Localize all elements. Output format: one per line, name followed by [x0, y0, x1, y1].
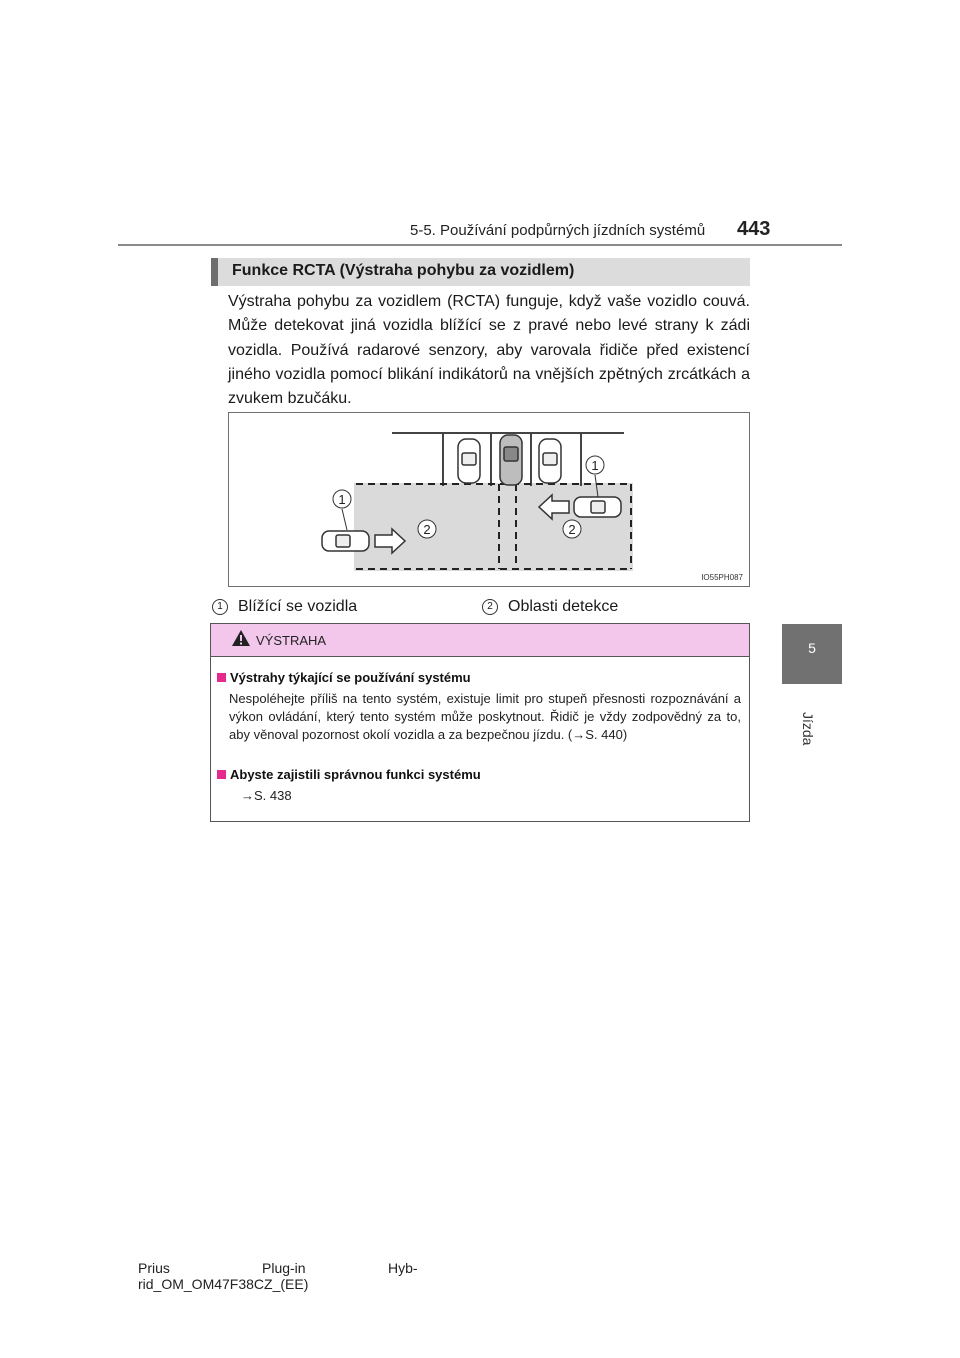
- rcta-figure: [228, 412, 750, 587]
- footer-word: Prius: [138, 1260, 170, 1276]
- legend-number: 2: [482, 599, 498, 615]
- legend-text: Oblasti detekce: [508, 598, 619, 615]
- intro-paragraph: Výstraha pohybu za vozidlem (RCTA) funguje, když vaše vozidlo couvá. Může detekovat jiná vozidla blížící se z pravé nebo levé strany k zádi vozidla. Používá radarové senzory, aby varovala řidiče před existencí jiného vozidla pomocí blikání indikátorů na vnějších zpětných zrcátkách a zvukem bzučáku.: [228, 293, 750, 408]
- chapter-tab-label: Jízda: [800, 712, 816, 746]
- warning-triangle-icon: [231, 629, 251, 647]
- warning-item-body: →S. 438: [241, 788, 292, 803]
- footer-line-2: rid_OM_OM47F38CZ_(EE): [138, 1276, 309, 1292]
- footer-word: Hyb-: [388, 1260, 418, 1276]
- running-header-section: 5-5. Používání podpůrných jízdních systémů: [410, 222, 706, 239]
- callout-label: 2: [423, 522, 431, 537]
- warning-box: [210, 623, 750, 822]
- document-footer: [138, 1260, 438, 1292]
- own-vehicle: [500, 435, 522, 485]
- approaching-car-right: [574, 497, 621, 517]
- legend-item: [482, 598, 618, 616]
- callout-label: 1: [338, 492, 346, 507]
- legend-text: Blížící se vozidla: [238, 598, 358, 615]
- legend-item: [212, 598, 357, 616]
- warning-header-text: VÝSTRAHA: [256, 633, 327, 648]
- warning-item-title: Abyste zajistili správnou funkci systému: [217, 767, 481, 782]
- page-number: 443: [737, 218, 771, 240]
- section-title: Funkce RCTA (Výstraha pohybu za vozidlem): [232, 262, 575, 279]
- header-rule: [118, 244, 842, 246]
- callout-label: 1: [591, 458, 599, 473]
- callout-leader: [342, 509, 347, 530]
- rcta-illustration: [229, 413, 751, 588]
- footer-word: Plug-in: [262, 1260, 306, 1276]
- warning-item-title: Výstrahy týkající se používání systému: [217, 670, 471, 685]
- legend-number: 1: [212, 599, 228, 615]
- bullet-square-icon: [217, 770, 226, 779]
- warning-header: [211, 624, 749, 657]
- chapter-tab-number: 5: [808, 640, 816, 656]
- figure-code: IO55PH087: [701, 573, 743, 582]
- section-title-band: [211, 258, 750, 286]
- parked-car: [539, 439, 561, 483]
- approaching-car-left: [322, 531, 369, 551]
- bullet-square-icon: [217, 673, 226, 682]
- parked-car: [458, 439, 480, 483]
- callout-label: 2: [568, 522, 576, 537]
- warning-item-body: Nespoléhejte příliš na tento systém, existuje limit pro stupeň přesnosti rozpoznávání a výkon ovládání, který tento systém může poskytnout. Řidič je vždy zodpovědný za to, aby věnoval pozornost okolí vozidla a za bezpečnou jízdu. (→S. 440): [229, 691, 741, 742]
